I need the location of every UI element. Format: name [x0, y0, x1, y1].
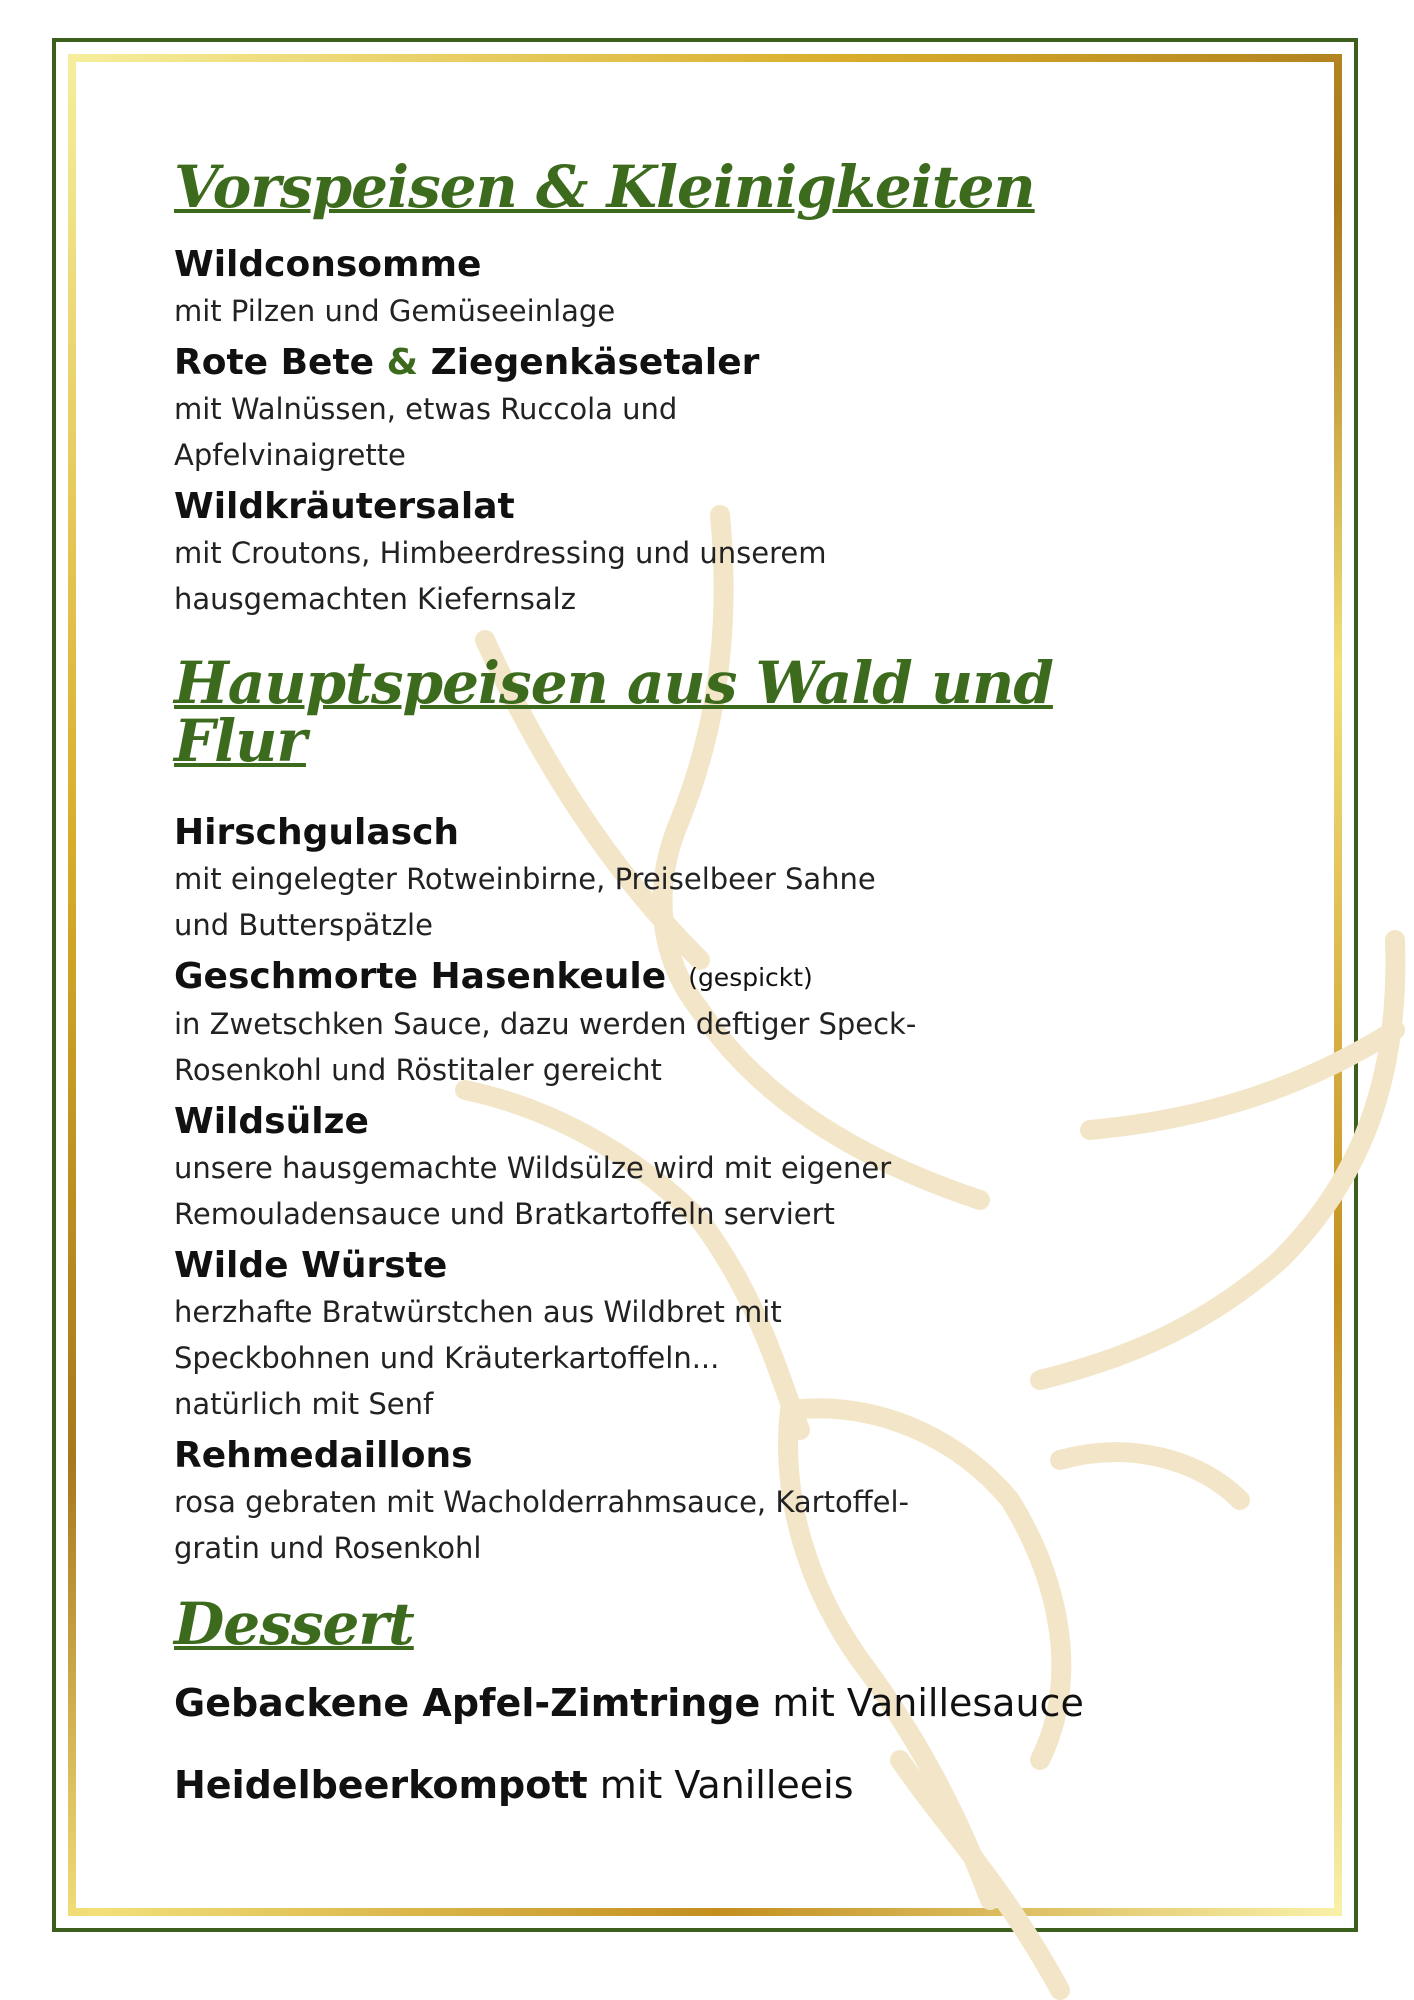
menu-item-name: Hirschgulasch: [174, 812, 460, 853]
dessert-desc: mit Vanilleeis: [599, 1763, 854, 1807]
menu-item-name: Wildkräutersalat: [174, 486, 515, 527]
section-title-dessert: Dessert: [174, 1590, 414, 1658]
menu-item-name-part: Geschmorte Hasenkeule: [174, 956, 667, 997]
menu-item-desc: mit Pilzen und Gemüseeinlage: [174, 294, 616, 328]
menu-item-desc: mit Croutons, Himbeerdressing und unserem hausgemachten Kiefernsalz: [174, 536, 827, 616]
section-title-mains: Hauptspeisen aus Wald und Flur: [174, 649, 1053, 775]
menu-item-desc: unsere hausgemachte Wildsülze wird mit eigener Remouladensauce und Bratkartoffeln serviert: [174, 1151, 892, 1231]
menu-content: [174, 150, 1174, 1843]
menu-item-desc: mit eingelegter Rotweinbirne, Preiselbeer Sahne und Butterspätzle: [174, 862, 876, 942]
menu-item-name: [174, 954, 1174, 1001]
menu-item-name: Wildconsomme: [174, 244, 482, 285]
menu-item-name: Wilde Würste: [174, 1245, 448, 1286]
menu-item-desc: rosa gebraten mit Wacholderrahmsauce, Kartoffel- gratin und Rosenkohl: [174, 1485, 910, 1565]
menu-item-desc: herzhafte Bratwürstchen aus Wildbret mit Speckbohnen und Kräuterkartoffeln... natürlich mit Senf: [174, 1295, 782, 1421]
menu-item-name: [174, 340, 1174, 386]
menu-item-desc: in Zwetschken Sauce, dazu werden deftiger Speck- Rosenkohl und Röstitaler gereicht: [174, 1007, 917, 1087]
dessert-item: [174, 1679, 1174, 1727]
menu-item-name: Wildsülze: [174, 1101, 369, 1142]
ampersand: &: [386, 342, 419, 383]
menu-item-name: Rehmedaillons: [174, 1435, 473, 1476]
menu-item-name-part: Ziegenkäsetaler: [430, 342, 760, 383]
section-title-starters: Vorspeisen & Kleinigkeiten: [174, 153, 1035, 221]
menu-item-name-part: Rote Bete: [174, 342, 375, 383]
dessert-item: [174, 1761, 1174, 1809]
menu-item-desc: mit Walnüssen, etwas Ruccola und Apfelvinaigrette: [174, 392, 678, 472]
dessert-name: Heidelbeerkompott: [174, 1763, 588, 1807]
dessert-desc: mit Vanillesauce: [772, 1681, 1084, 1725]
menu-item-note: (gespickt): [688, 963, 813, 992]
dessert-name: Gebackene Apfel-Zimtringe: [174, 1681, 761, 1725]
